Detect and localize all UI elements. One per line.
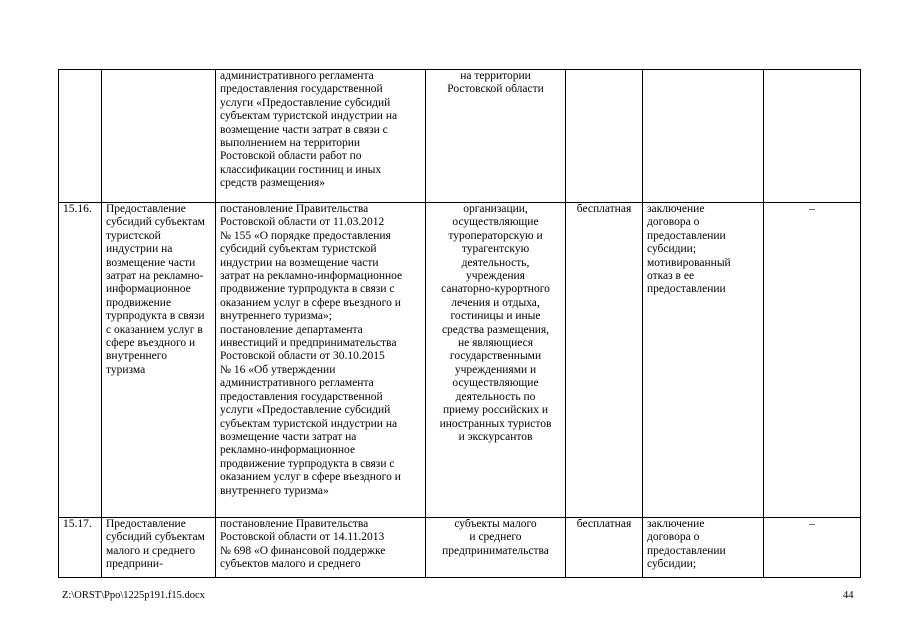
recipients: организации, осуществляющие туроператорскую и турагентскую деятельность, учреждения санаторно-курортного лечения и отдыха, гостиницы и иные средства размещения, не являющиеся государственными учреждениями и осуществляющие деятельность по приему российских и иностранных туристов и экскурсантов	[426, 203, 566, 518]
footer-file-path: Z:\ORST\Ppo\1225p191.f15.docx	[62, 590, 205, 601]
recipients: на территории Ростовской области	[426, 70, 566, 203]
table-row	[59, 203, 861, 518]
result: заключение договора о предоставлении субсидии; мотивированный отказ в ее предоставлении	[643, 203, 764, 518]
table-row	[59, 70, 861, 203]
services-table	[58, 69, 861, 578]
result: заключение договора о предоставлении субсидии;	[643, 518, 764, 578]
fee	[566, 70, 643, 203]
service-name	[102, 70, 216, 203]
table-row	[59, 518, 861, 578]
legal-act: постановление Правительства Ростовской области от 14.11.2013 № 698 «О финансовой поддержке субъектов малого и среднего	[216, 518, 426, 578]
page-number: 44	[843, 590, 854, 601]
service-name: Предоставление субсидий субъектам малого и среднего предприни-	[102, 518, 216, 578]
extra: –	[764, 203, 861, 518]
row-number: 15.16.	[59, 203, 102, 518]
legal-act: постановление Правительства Ростовской области от 11.03.2012 № 155 «О порядке предоставления субсидий субъектам туристской индустрии на возмещение части затрат на рекламно-информационное продвижение турпродукта в связи с оказанием услуг в сфере въездного и внутреннего туризма»; постановление департамента инвестиций и предпринимательства Ростовской области от 30.10.2015 № 16 «Об утверждении административного регламента предоставления государственной услуги «Предоставление субсидий субъектам туристской индустрии на возмещение части затрат на рекламно-информационное продвижение турпродукта в связи с оказанием услуг в сфере въездного и внутреннего туризма»	[216, 203, 426, 518]
extra	[764, 70, 861, 203]
fee: бесплатная	[566, 518, 643, 578]
service-name: Предоставление субсидий субъектам туристской индустрии на возмещение части затрат на рекламно- информационное продвижение турпродукта в связи с оказанием услуг в сфере въездного и внутреннего туризма	[102, 203, 216, 518]
recipients: субъекты малого и среднего предпринимательства	[426, 518, 566, 578]
row-number	[59, 70, 102, 203]
row-number: 15.17.	[59, 518, 102, 578]
result	[643, 70, 764, 203]
fee: бесплатная	[566, 203, 643, 518]
extra: –	[764, 518, 861, 578]
legal-act: административного регламента предоставления государственной услуги «Предоставление субсидий субъектам туристской индустрии на возмещение части затрат в связи с выполнением на территории Ростовской области работ по классификации гостиниц и иных средств размещения»	[216, 70, 426, 203]
